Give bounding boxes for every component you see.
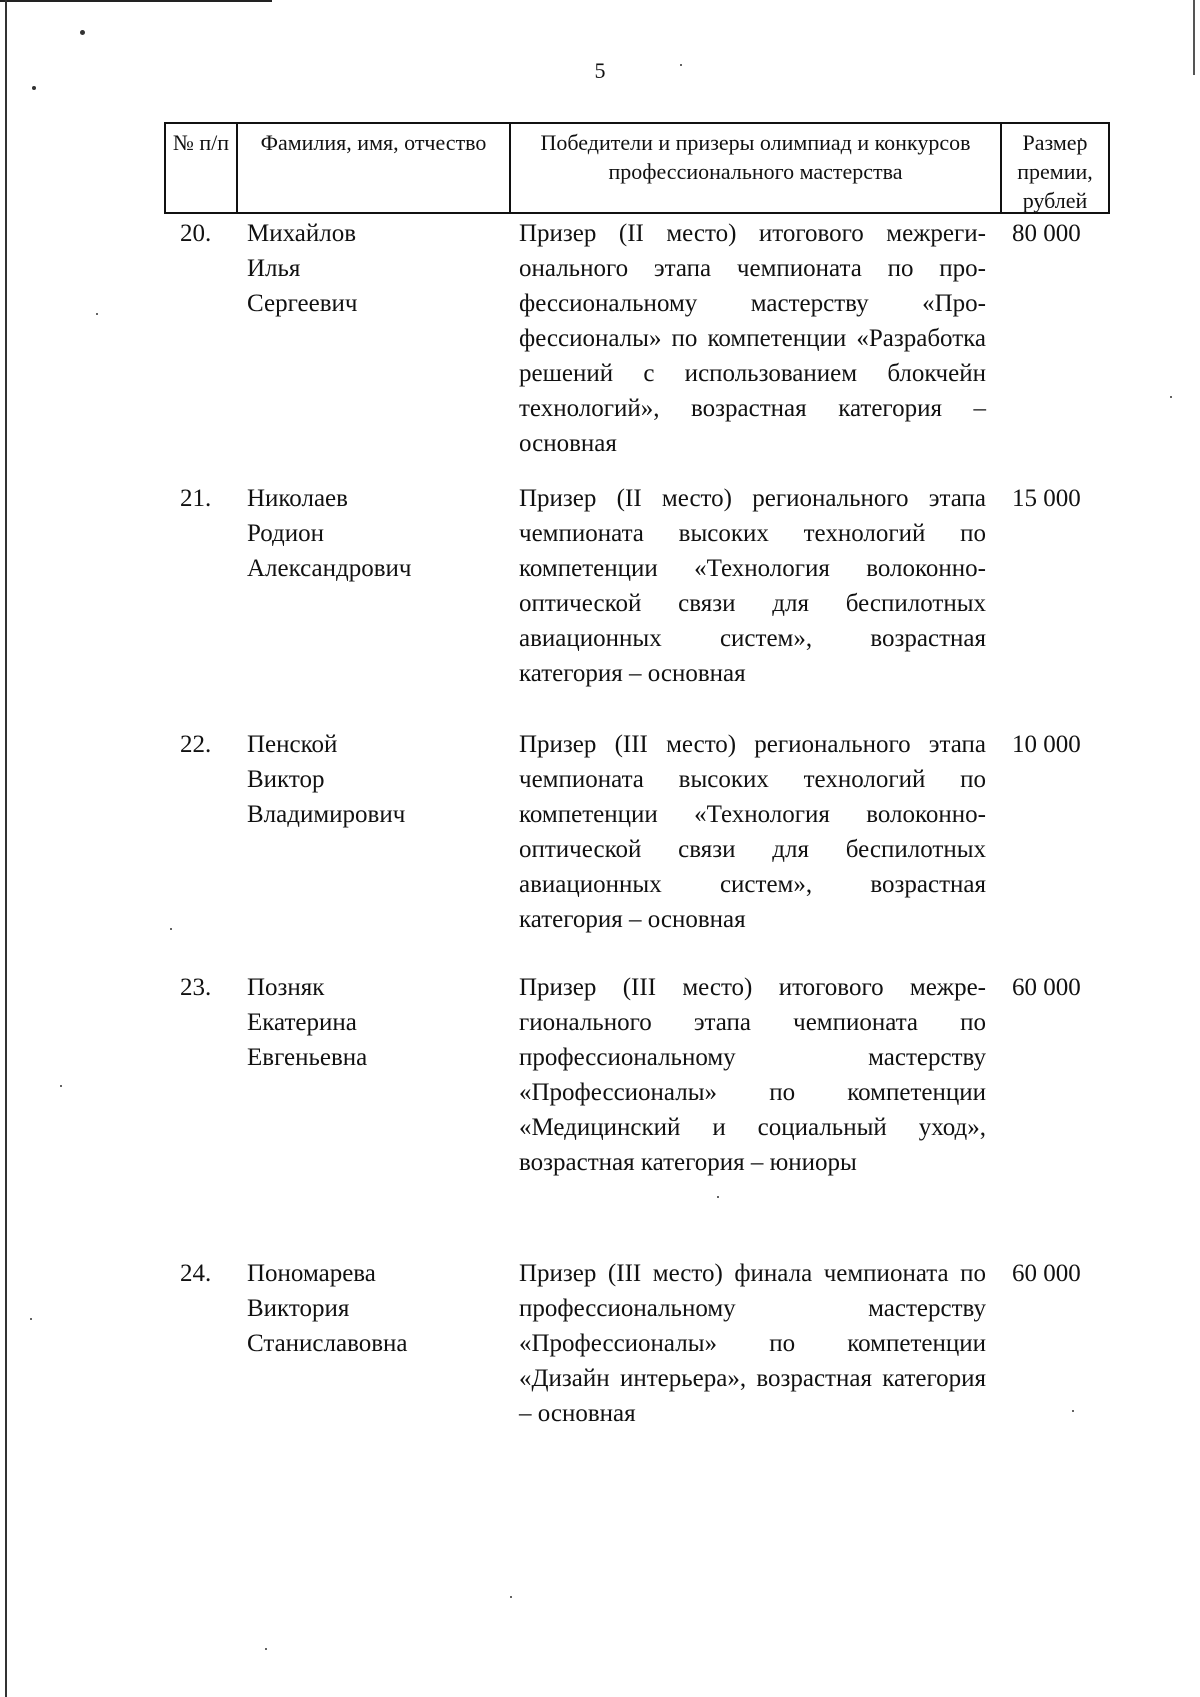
row-achievement: Призер (II место) регионального этапа чемпионата высоких технологий по компетенции «Технология волоконно-оптической связи для беспилотных авиационных систем», возрастная категория – основная	[519, 485, 986, 687]
row-achievement: Призер (II место) итогового межрегионального этапа чемпионата по профессиональному мастерству «Профессионалы» по компетенции «Разработка решений с использованием блокчейн технологий», возрастная категория – основная	[519, 220, 986, 457]
row-surname: Позняк	[247, 974, 325, 1001]
row-surname: Пенской	[247, 731, 338, 758]
scan-speck	[170, 928, 172, 930]
row-number: 21.	[180, 485, 212, 512]
row-full-name	[247, 970, 497, 1075]
scan-speck	[80, 30, 85, 35]
row-number: 20.	[180, 220, 212, 247]
scan-speck	[1072, 1410, 1074, 1412]
row-patronymic: Александрович	[247, 555, 412, 582]
scan-speck	[32, 86, 36, 90]
row-full-name	[247, 216, 497, 321]
scan-border-top	[0, 0, 272, 2]
row-prize: 60 000	[1012, 1260, 1081, 1287]
scan-speck	[510, 1596, 512, 1598]
scan-speck	[717, 1196, 719, 1198]
row-full-name	[247, 481, 497, 586]
row-achievement: Призер (III место) регионального этапа чемпионата высоких технологий по компетенции «Технология волоконно-оптической связи для беспилотных авиационных систем», возрастная категория – основная	[519, 731, 986, 933]
scan-speck	[60, 1085, 62, 1087]
row-surname: Николаев	[247, 485, 348, 512]
row-full-name	[247, 1256, 497, 1361]
row-prize: 10 000	[1012, 731, 1081, 758]
table-header	[164, 122, 1110, 214]
row-achievement: Призер (III место) итогового межрегионального этапа чемпионата по профессиональному мастерству «Профессионалы» по компетенции «Медицинский и социальный уход», возрастная категория – юниоры	[519, 974, 986, 1176]
row-number: 22.	[180, 731, 212, 758]
row-patronymic: Владимирович	[247, 801, 406, 828]
header-prize: Размер премии, рублей	[1017, 130, 1093, 212]
row-first-name: Екатерина	[247, 1009, 357, 1036]
row-first-name: Виктория	[247, 1295, 350, 1322]
scan-speck	[96, 313, 98, 315]
row-patronymic: Евгеньевна	[247, 1044, 368, 1071]
scan-border-left	[5, 0, 7, 1697]
row-full-name	[247, 727, 497, 832]
scan-speck	[1170, 396, 1172, 398]
header-number: № п/п	[166, 124, 238, 212]
row-number: 24.	[180, 1260, 212, 1287]
row-surname: Пономарева	[247, 1260, 376, 1287]
row-patronymic: Сергеевич	[247, 290, 358, 317]
header-achievement: Победители и призеры олимпиад и конкурсов профессионального мастерства	[511, 124, 1002, 212]
row-achievement: Призер (III место) финала чемпионата по профессиональному мастерству «Профессионалы» по компетенции «Дизайн интерьера», возрастная категория – основная	[519, 1260, 986, 1427]
row-first-name: Илья	[247, 255, 301, 282]
row-prize: 15 000	[1012, 485, 1081, 512]
row-surname: Михайлов	[247, 220, 357, 247]
page-number: 5	[594, 58, 606, 83]
header-name: Фамилия, имя, отчество	[238, 124, 511, 212]
scan-speck	[265, 1648, 267, 1650]
row-first-name: Виктор	[247, 766, 325, 793]
row-patronymic: Станиславовна	[247, 1330, 408, 1357]
row-prize: 60 000	[1012, 974, 1081, 1001]
row-prize: 80 000	[1012, 220, 1081, 247]
row-number: 23.	[180, 974, 212, 1001]
scan-speck	[30, 1318, 32, 1320]
row-first-name: Родион	[247, 520, 325, 547]
